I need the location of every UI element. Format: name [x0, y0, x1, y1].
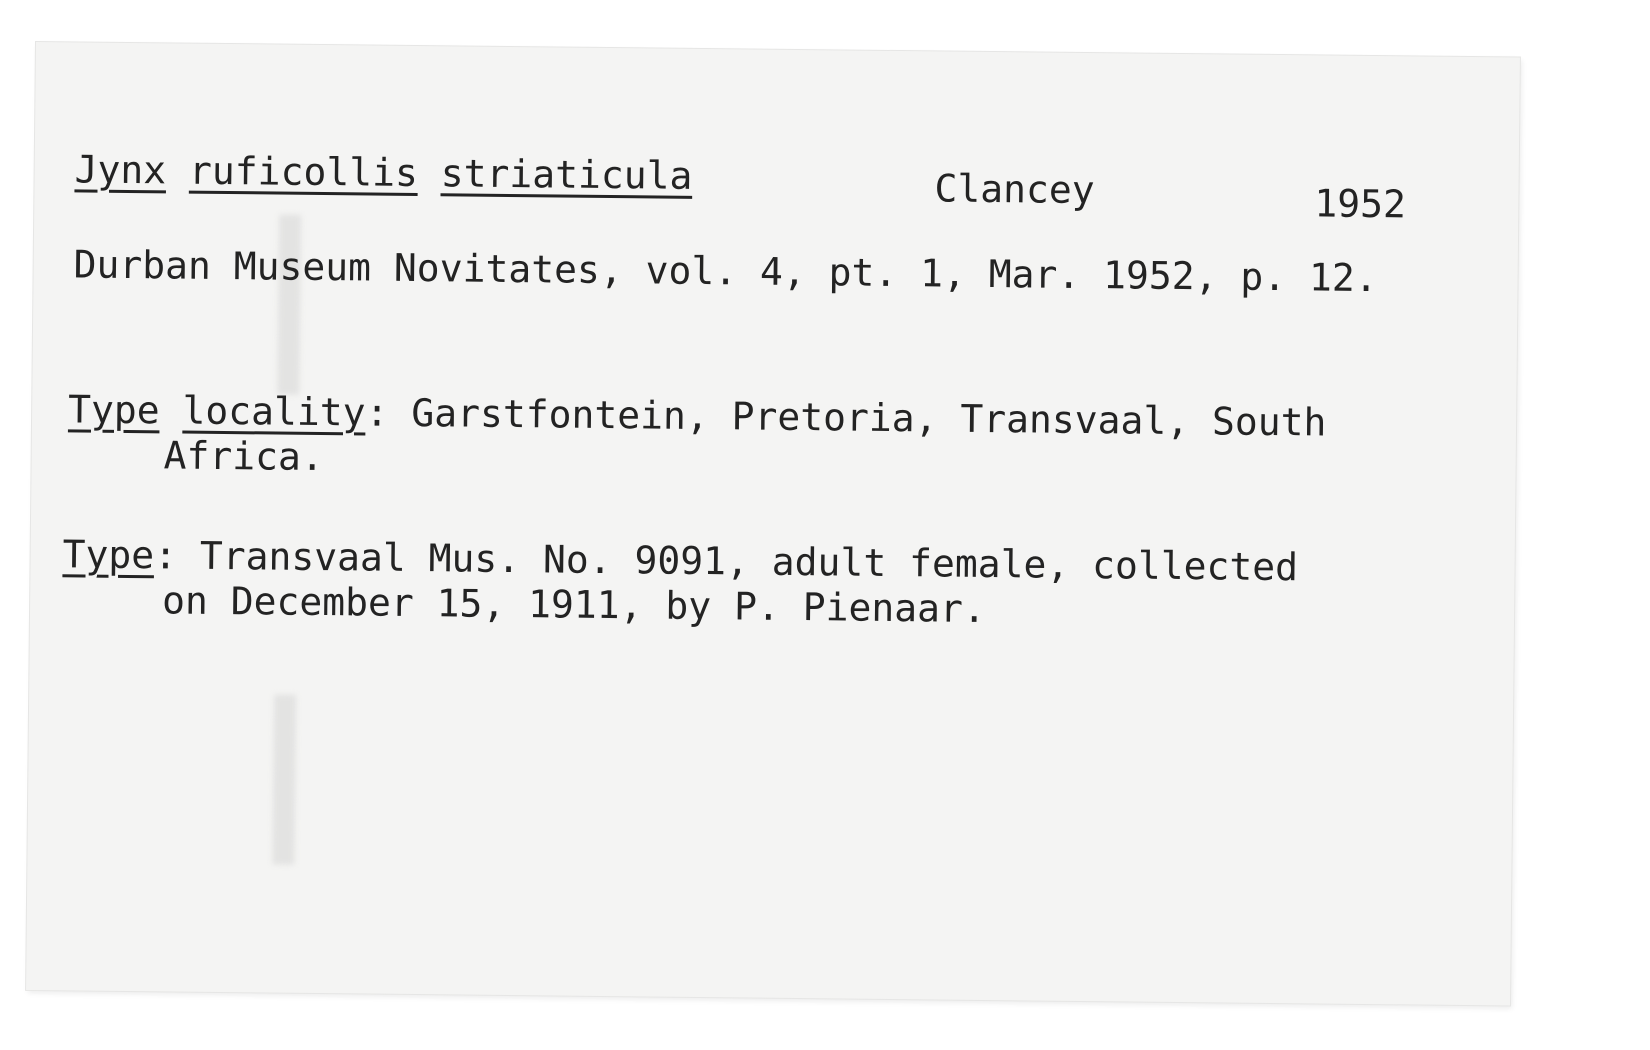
- type-locality-text: : Garstfontein, Pretoria, Transvaal, South: [365, 390, 1327, 445]
- index-card: [26, 42, 1520, 1005]
- paper-stain: [272, 695, 296, 865]
- publication-year: 1952: [1314, 181, 1407, 227]
- type-text: : Transvaal Mus. No. 9091, adult female, collected: [153, 533, 1299, 590]
- type-locality-label-type: Type: [67, 387, 160, 433]
- type-line-2: on December 15, 1911, by P. Pienaar.: [161, 578, 986, 631]
- genus-name: Jynx: [74, 147, 167, 193]
- type-locality-label-locality: locality: [182, 388, 366, 435]
- paper-stain: [277, 215, 301, 395]
- taxon-name: [74, 147, 692, 197]
- subspecies-name: striaticula: [440, 151, 693, 198]
- author-name: Clancey: [934, 166, 1095, 213]
- type-label: Type: [62, 532, 155, 578]
- citation: Durban Museum Novitates, vol. 4, pt. 1, Mar. 1952, p. 12.: [73, 242, 1378, 301]
- type-locality-line-2: Africa.: [163, 433, 325, 480]
- species-name: ruficollis: [188, 148, 419, 196]
